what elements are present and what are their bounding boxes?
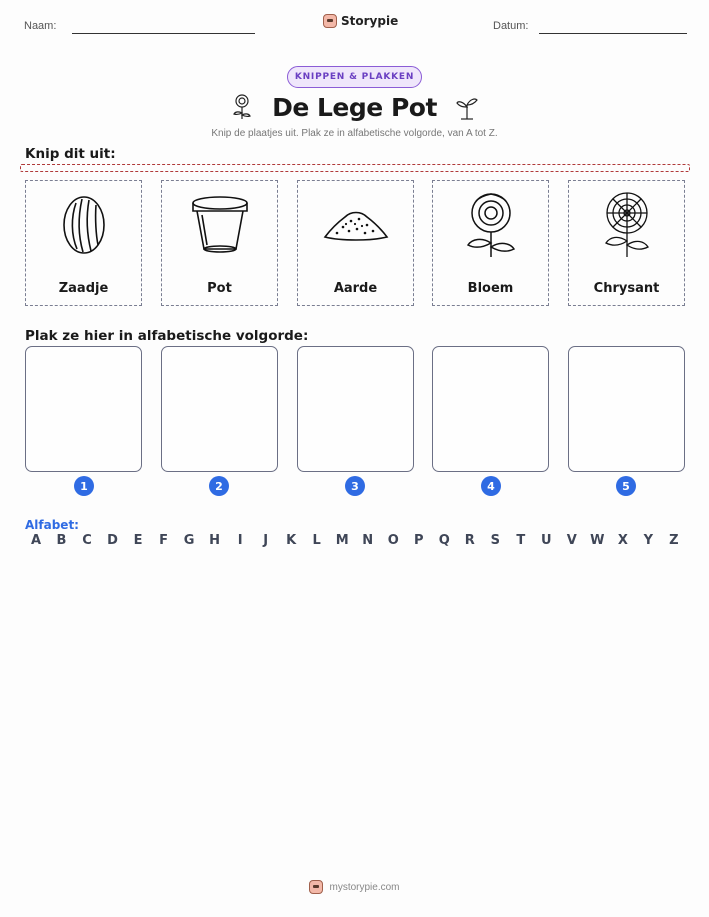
alphabet-letter: Y [643,533,654,548]
card-chrysant[interactable] [568,180,685,306]
footer [0,880,709,894]
alphabet-letter: H [209,533,221,548]
activity-tag: KNIPPEN & PLAKKEN [287,66,422,88]
brand [323,14,398,28]
slot-number: 3 [345,476,365,496]
alphabet-letter: X [617,533,628,548]
alphabet-letter: O [387,533,399,548]
alphabet-letter: I [237,533,243,548]
card-pot[interactable] [161,180,278,306]
peony-flower-icon [456,189,526,259]
storypie-logo-icon [309,880,323,894]
alphabet-letter: F [159,533,169,548]
seed-icon [49,189,119,259]
flower-pot-icon [185,189,255,259]
alphabet-label: Alfabet: [25,518,79,532]
alphabet-letter: T [516,533,526,548]
alphabet-letter: Z [669,533,679,548]
slot-number: 4 [481,476,501,496]
card-zaadje[interactable] [25,180,142,306]
alphabet-letter: K [286,533,297,548]
alphabet-letter: N [362,533,374,548]
cut-line [20,164,690,172]
card-label: Aarde [333,281,378,296]
chrysanthemum-icon [592,189,662,259]
card-label: Bloem [467,281,514,296]
cut-heading: Knip dit uit: [25,146,116,162]
flower-icon [230,93,254,121]
paste-slot-5[interactable] [568,346,685,472]
alphabet-letter: C [82,533,92,548]
alphabet-letter: B [56,533,67,548]
date-label: Datum: [493,20,529,32]
paste-slot-3[interactable] [297,346,414,472]
name-label: Naam: [24,20,57,32]
card-aarde[interactable] [297,180,414,306]
page-title: De Lege Pot [272,92,437,122]
slot-number: 2 [209,476,229,496]
card-label: Zaadje [58,281,109,296]
slot-number: 5 [616,476,636,496]
paste-slot-4[interactable] [432,346,549,472]
paste-slot-1[interactable] [25,346,142,472]
alphabet-letter: G [183,533,195,548]
soil-pile-icon [321,189,391,259]
title-row [0,90,709,124]
alphabet-letter: V [566,533,577,548]
instructions: Knip de plaatjes uit. Plak ze in alfabetische volgorde, van A tot Z. [211,128,498,139]
alphabet-letter: A [30,533,42,548]
sprout-icon [455,93,479,121]
card-label: Chrysant [593,281,660,296]
brand-name: Storypie [341,14,399,28]
alphabet-letter: W [590,533,605,548]
alphabet-letter: D [107,533,118,548]
alphabet-letter: U [541,533,552,548]
slot-number: 1 [74,476,94,496]
alphabet-letter: Q [438,533,450,548]
alphabet-row [25,533,685,548]
card-label: Pot [207,281,232,296]
footer-site[interactable]: mystorypie.com [329,881,400,893]
alphabet-letter: R [464,533,475,548]
alphabet-letter: J [263,533,269,548]
alphabet-letter: M [335,533,349,548]
alphabet-letter: S [490,533,500,548]
paste-slot-2[interactable] [161,346,278,472]
date-line [539,33,687,34]
alphabet-letter: E [133,533,143,548]
alphabet-letter: P [413,533,424,548]
paste-heading: Plak ze hier in alfabetische volgorde: [25,328,309,344]
alphabet-letter: L [312,533,321,548]
storypie-logo-icon [323,14,337,28]
name-line [72,33,255,34]
card-bloem[interactable] [432,180,549,306]
